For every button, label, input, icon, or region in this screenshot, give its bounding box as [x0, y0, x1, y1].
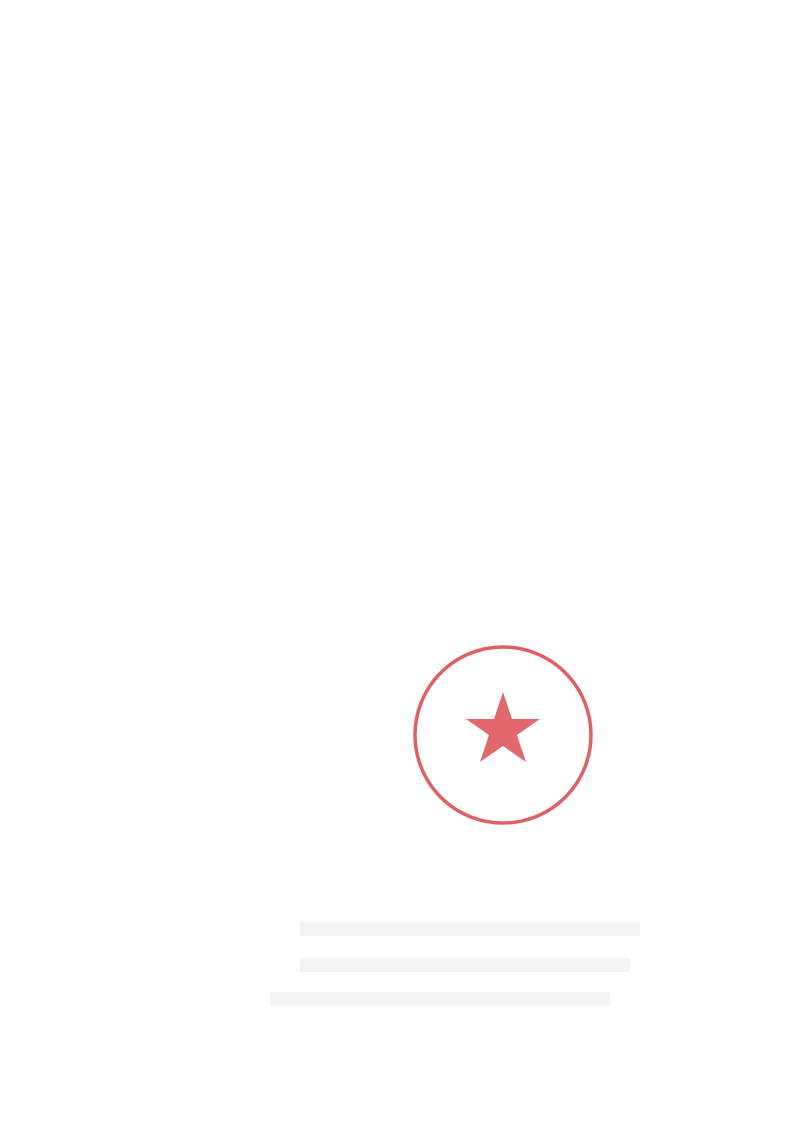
bleed-through-mark: [300, 922, 640, 936]
bleed-through-mark: [300, 958, 630, 972]
bleed-through-mark: [270, 992, 610, 1006]
official-seal: [408, 640, 598, 830]
